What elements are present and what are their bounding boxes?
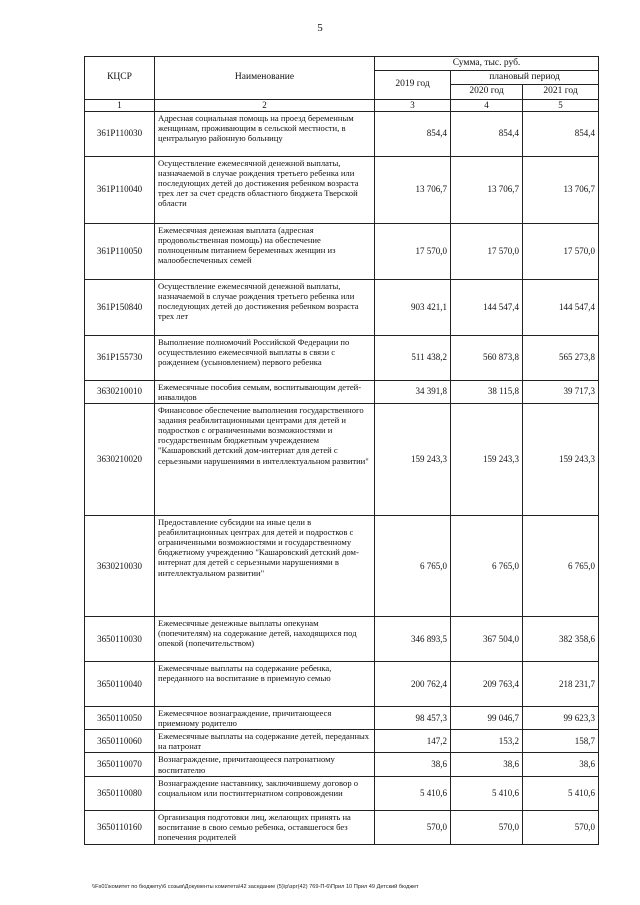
row-value-2020: 570,0 (451, 810, 523, 844)
row-value-2019: 34 391,8 (375, 380, 451, 403)
row-name: Ежемесячные денежные выплаты опекунам (попечителям) на содержание детей, находящихся под опекой (попечительством) (155, 616, 375, 661)
row-value-2020: 6 765,0 (451, 515, 523, 616)
row-value-2019: 6 765,0 (375, 515, 451, 616)
table-row (85, 616, 599, 661)
table-row (85, 661, 599, 706)
row-value-2021: 39 717,3 (523, 380, 599, 403)
row-code: 3630210030 (85, 515, 155, 616)
column-header-code: КЦСР (85, 57, 155, 100)
row-value-2020: 17 570,0 (451, 223, 523, 279)
column-index: 4 (451, 99, 523, 111)
row-value-2019: 5 410,6 (375, 776, 451, 810)
row-name: Ежемесячные выплаты на содержание ребенка, переданного на воспитание в приемную семью (155, 661, 375, 706)
row-value-2020: 209 763,4 (451, 661, 523, 706)
column-header-2020: 2020 год (451, 85, 523, 99)
row-code: 361Р110050 (85, 223, 155, 279)
table-row (85, 111, 599, 156)
column-index: 2 (155, 99, 375, 111)
row-value-2019: 17 570,0 (375, 223, 451, 279)
row-name: Ежемесячное вознаграждение, причитающееся приемному родителю (155, 706, 375, 729)
row-value-2019: 903 421,1 (375, 279, 451, 335)
file-path-footer: \\Fs01\комитет по бюджету\6 созыв\Документы комитета\42 заседание (5)\р\зрг(42) 769-П-6\Прил 10 Прил 49 Детский бюджет (92, 884, 419, 890)
column-index: 3 (375, 99, 451, 111)
row-value-2021: 570,0 (523, 810, 599, 844)
table-row (85, 706, 599, 729)
column-header-planned: плановый период (451, 71, 599, 85)
row-code: 361Р150840 (85, 279, 155, 335)
row-name: Ежемесячные выплаты на содержание детей, переданных на патронат (155, 730, 375, 753)
row-name: Финансовое обеспечение выполнения государственного задания реабилитационными центрами для детей и подростков с ограниченными возможностями и государственным бюджетным учреждением "Кашаровский детский дом-интернат для детей с серьезными нарушениями в интеллектуальном развитии" (155, 403, 375, 515)
row-code: 3650110080 (85, 776, 155, 810)
column-index-row (85, 99, 599, 111)
row-name: Осуществление ежемесячной денежной выплаты, назначаемой в случае рождения третьего ребенка или последующих детей до достижения ребенком возраста трех лет за счет средств областного бюджета Тверской области (155, 156, 375, 223)
table-row (85, 156, 599, 223)
row-value-2020: 367 504,0 (451, 616, 523, 661)
table-row (85, 279, 599, 335)
row-value-2020: 144 547,4 (451, 279, 523, 335)
column-header-2019: 2019 год (375, 71, 451, 99)
row-value-2021: 144 547,4 (523, 279, 599, 335)
row-name: Адресная социальная помощь на проезд беременным женщинам, проживающим в сельской местности, в центральную районную больницу (155, 111, 375, 156)
table-row (85, 335, 599, 380)
table-row (85, 380, 599, 403)
row-code: 3650110040 (85, 661, 155, 706)
row-code: 3650110160 (85, 810, 155, 844)
row-name: Ежемесячная денежная выплата (адресная продовольственная помощь) на обеспечение полноценным питанием беременных женщин из малообеспеченных семей (155, 223, 375, 279)
row-value-2021: 382 358,6 (523, 616, 599, 661)
row-value-2020: 5 410,6 (451, 776, 523, 810)
row-value-2020: 854,4 (451, 111, 523, 156)
row-value-2019: 147,2 (375, 730, 451, 753)
row-name: Организация подготовки лиц, желающих принять на воспитание в свою семью ребенка, оставшегося без попечения родителей (155, 810, 375, 844)
row-value-2020: 13 706,7 (451, 156, 523, 223)
table-row (85, 730, 599, 753)
row-value-2019: 200 762,4 (375, 661, 451, 706)
row-name: Предоставление субсидии на иные цели в реабилитационных центрах для детей и подростков с ограниченными возможностями и государственному бюджетному учреждению "Кашаровский детский дом-интернат для детей с серьезными нарушениями в интеллектуальном развитии" (155, 515, 375, 616)
row-name: Вознаграждение наставнику, заключившему договор о социальном или постинтернатном сопровождении (155, 776, 375, 810)
row-value-2021: 5 410,6 (523, 776, 599, 810)
table-row (85, 403, 599, 515)
row-value-2021: 158,7 (523, 730, 599, 753)
row-code: 3630210010 (85, 380, 155, 403)
row-value-2019: 854,4 (375, 111, 451, 156)
row-value-2021: 218 231,7 (523, 661, 599, 706)
row-value-2020: 560 873,8 (451, 335, 523, 380)
row-value-2020: 99 046,7 (451, 706, 523, 729)
budget-table (84, 56, 599, 845)
row-code: 3650110070 (85, 753, 155, 776)
row-value-2019: 13 706,7 (375, 156, 451, 223)
row-code: 3650110030 (85, 616, 155, 661)
row-value-2021: 38,6 (523, 753, 599, 776)
row-code: 3650110060 (85, 730, 155, 753)
row-value-2020: 159 243,3 (451, 403, 523, 515)
column-header-2021: 2021 год (523, 85, 599, 99)
column-header-name: Наименование (155, 57, 375, 100)
row-code: 361Р110040 (85, 156, 155, 223)
row-code: 3630210020 (85, 403, 155, 515)
row-value-2020: 38,6 (451, 753, 523, 776)
row-value-2021: 13 706,7 (523, 156, 599, 223)
row-code: 361Р110030 (85, 111, 155, 156)
column-index: 1 (85, 99, 155, 111)
row-value-2021: 99 623,3 (523, 706, 599, 729)
row-name: Ежемесячные пособия семьям, воспитывающим детей-инвалидов (155, 380, 375, 403)
column-index: 5 (523, 99, 599, 111)
column-header-sum: Сумма, тыс. руб. (375, 57, 599, 71)
table-row (85, 753, 599, 776)
table-row (85, 810, 599, 844)
row-value-2020: 153,2 (451, 730, 523, 753)
row-value-2019: 98 457,3 (375, 706, 451, 729)
row-value-2021: 854,4 (523, 111, 599, 156)
row-value-2021: 17 570,0 (523, 223, 599, 279)
table-row (85, 223, 599, 279)
table-row (85, 515, 599, 616)
row-value-2021: 6 765,0 (523, 515, 599, 616)
row-name: Вознаграждение, причитающееся патронатному воспитателю (155, 753, 375, 776)
page-number: 5 (317, 22, 323, 34)
row-value-2019: 346 893,5 (375, 616, 451, 661)
row-value-2019: 570,0 (375, 810, 451, 844)
row-value-2019: 159 243,3 (375, 403, 451, 515)
row-code: 3650110050 (85, 706, 155, 729)
row-name: Осуществление ежемесячной денежной выплаты, назначаемой в случае рождения третьего ребенка или последующих детей до достижения ребенком возраста трех лет (155, 279, 375, 335)
row-value-2019: 511 438,2 (375, 335, 451, 380)
row-value-2019: 38,6 (375, 753, 451, 776)
row-value-2021: 159 243,3 (523, 403, 599, 515)
table-row (85, 776, 599, 810)
row-name: Выполнение полномочий Российской Федерации по осуществлению ежемесячной выплаты в связи с рождением (усыновлением) первого ребенка (155, 335, 375, 380)
row-value-2021: 565 273,8 (523, 335, 599, 380)
row-value-2020: 38 115,8 (451, 380, 523, 403)
row-code: 361Р155730 (85, 335, 155, 380)
